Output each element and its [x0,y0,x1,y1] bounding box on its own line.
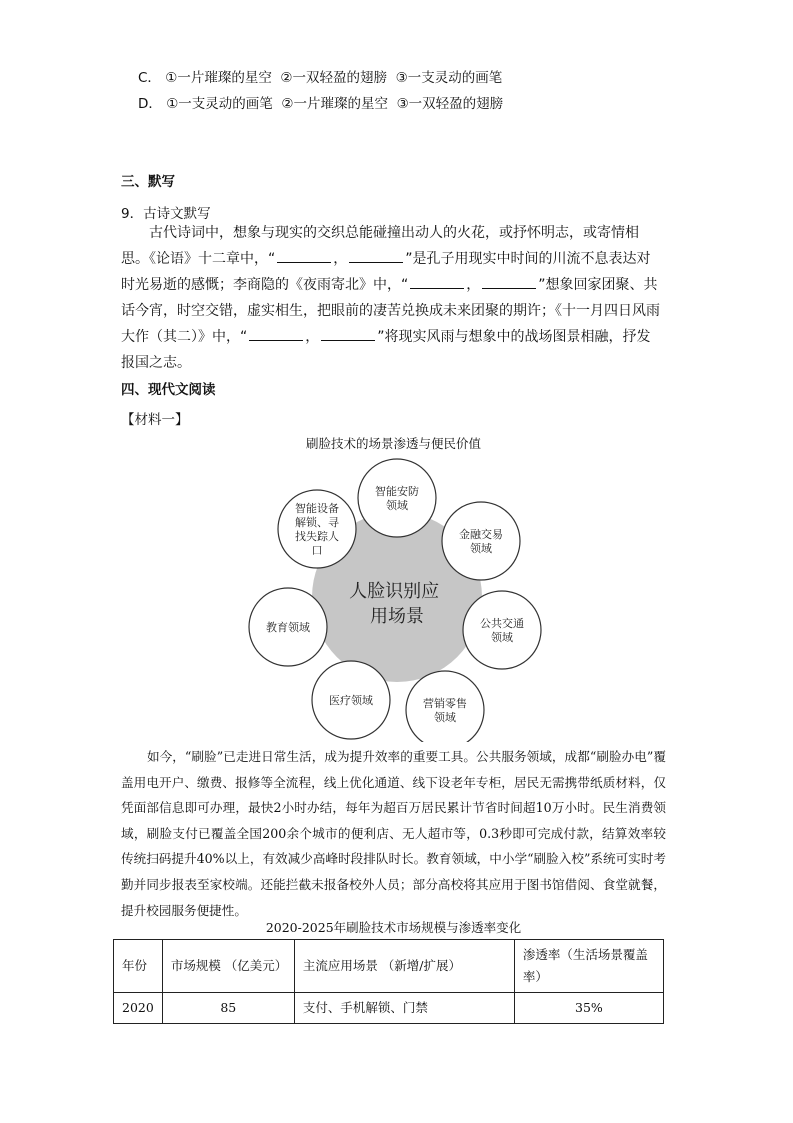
material-label: 【材料一】 [121,412,189,428]
diagram-node-label: 智能安防 [375,485,419,498]
table-header-row [114,940,664,993]
dictation-text-2: ”是孔子用现实中时间的川流不息表达对时光易逝的感慨；李商隐的《夜雨寄北》中，“ [121,251,651,293]
table-cell-year: 2020 [114,993,163,1024]
diagram-node-label: 领域 [434,711,456,724]
diagram-node [358,459,436,537]
diagram-node [463,591,541,669]
table-row [114,993,664,1024]
diagram-node-label: 领域 [470,542,492,555]
diagram-node-label: 领域 [386,499,408,512]
table-cell-scenarios: 支付、手机解锁、门禁 [294,993,514,1024]
diagram-node-circle [463,591,541,669]
fill-blank[interactable] [277,248,331,263]
diagram-node [249,588,327,666]
option-c-text: ①一片璀璨的星空 ②一双轻盈的翅膀 ③一支灵动的画笔 [165,70,503,86]
face-recognition-diagram [240,452,560,742]
fill-blank[interactable] [321,326,375,341]
option-c-letter: C． [138,70,161,86]
dictation-comma: ， [305,329,320,345]
table-header-cell: 年份 [114,940,163,993]
diagram-node-label: 公共交通 [480,617,524,630]
table-title: 2020-2025年刷脸技术市场规模与渗透率变化 [265,920,522,935]
diagram-node-label: 营销零售 [423,697,467,710]
market-table [113,939,664,1024]
table-header-cell: 主流应用场景 （新增/扩展） [294,940,514,993]
diagram-node-label: 医疗领域 [329,694,373,707]
diagram-node [442,502,520,580]
table-header-cell: 渗透率（生活场景覆盖率） [514,940,663,993]
diagram-node-label: 领域 [491,631,513,644]
diagram-node [406,671,484,742]
diagram-node-label: 解锁、寻 [295,516,339,529]
diagram-node-label: 口 [311,544,323,557]
center-label-line-2: 用场景 [370,606,424,627]
section-heading-dictation: 三、默写 [121,174,175,190]
option-d [138,92,503,112]
dictation-text-3: ”想象回家团聚、共话今宵，时空交错，虚实相生，把眼前的凄苦兑换成未来团聚的期许；《十一月四日风雨大作（其二）》中，“ [121,277,660,345]
diagram-node [278,490,356,568]
option-d-text: ①一支灵动的画笔 ②一片璀璨的星空 ③一双轻盈的翅膀 [166,96,504,112]
material-body-paragraph: 如今，“刷脸”已走进日常生活，成为提升效率的重要工具。公共服务领域，成都“刷脸办电”覆盖用电开户、缴费、报修等全流程，线上优化通道、线下设老年专柜，居民无需携带纸质材料，仅凭面部信息即可办理，最快2小时办结，每年为超百万居民累计节省时间超10万小时。民生消费领域，刷脸支付已覆盖全国200余个城市的便利店、无人超市等，0.3秒即可完成付款，结算效率较传统扫码提升40%以上，有效减少高峰时段排队时长。教育领域，中小学“刷脸入校”系统可实时考勤并同步报表至家校端。还能拦截未报备校外人员；部分高校将其应用于图书馆借阅、食堂就餐，提升校园服务便捷性。 [121,749,666,918]
dictation-comma: ， [466,277,481,293]
dictation-text-1: 古代诗词中，想象与现实的交织总能碰撞出动人的火花，或抒怀明志，或寄情相思。《论语》十二章中，“ [121,225,639,267]
diagram-node-label: 智能设备 [295,502,339,515]
diagram-node [312,661,390,739]
table-header-cell: 市场规模 （亿美元） [162,940,294,993]
option-c [138,66,502,86]
dictation-text-4: ”将现实风雨与想象中的战场图景相融，抒发报国之志。 [121,329,651,371]
diagram-node-label: 找失踪人 [295,530,339,543]
material-body [121,744,666,923]
fill-blank[interactable] [349,248,403,263]
diagram-node-label: 金融交易 [459,528,503,541]
fill-blank[interactable] [249,326,303,341]
diagram-node-label: 教育领域 [266,621,310,634]
diagram-node-circle [442,502,520,580]
section-heading-reading: 四、现代文阅读 [121,382,216,398]
dictation-comma: ， [333,251,348,267]
option-d-letter: D． [138,96,162,112]
fill-blank[interactable] [410,274,464,289]
table-cell-scale: 85 [162,993,294,1024]
center-label-line-1: 人脸识别应 [349,581,440,602]
question-9-label: 9．古诗文默写 [121,206,211,222]
table-cell-penetration: 35% [514,993,663,1024]
diagram-node-circle [358,459,436,537]
fill-blank[interactable] [482,274,536,289]
dictation-paragraph [121,220,661,376]
diagram-title: 刷脸技术的场景渗透与便民价值 [305,436,481,451]
